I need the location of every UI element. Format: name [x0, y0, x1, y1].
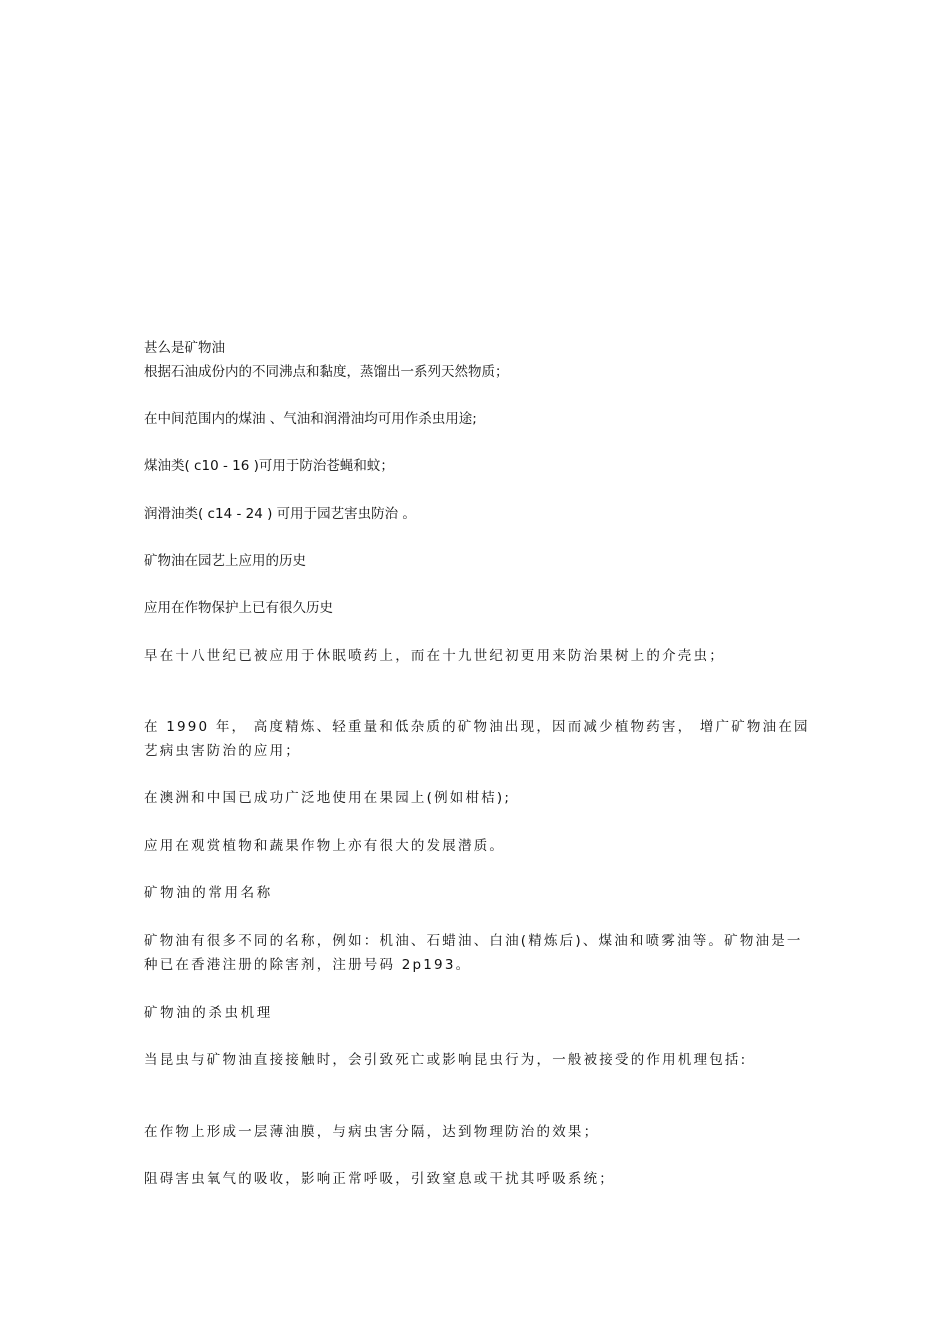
paragraph-long-history: 应用在作物保护上已有很久历史: [144, 600, 333, 616]
paragraph-18th-century: 早在十八世纪已被应用于休眠喷药上，而在十九世纪初更用来防治果树上的介壳虫；: [144, 648, 725, 664]
heading-common-names: 矿物油的常用名称: [144, 885, 273, 901]
heading-mechanism: 矿物油的杀虫机理: [144, 1005, 273, 1021]
paragraph-lubricating-oil: 润滑油类( c14 - 24 ) 可用于园艺害虫防治 。: [144, 506, 416, 522]
paragraph-definition: 根据石油成份内的不同沸点和黏度，蒸馏出一系列天然物质；: [144, 364, 509, 380]
paragraph-potential: 应用在观赏植物和蔬果作物上亦有很大的发展潜质。: [144, 838, 506, 854]
paragraph-australia-china: 在澳洲和中国已成功广泛地使用在果园上(例如柑桔);: [144, 790, 512, 806]
paragraph-1990: 在 1990 年， 高度精炼、轻重量和低杂质的矿物油出现，因而减少植物药害， 增广矿物油在园艺病虫害防治的应用；: [144, 719, 810, 759]
paragraph-oil-film: 在作物上形成一层薄油膜，与病虫害分隔，达到物理防治的效果；: [144, 1124, 600, 1140]
paragraph-mechanism-intro: 当昆虫与矿物油直接接触时，会引致死亡或影响昆虫行为，一般被接受的作用机理包括:: [144, 1052, 748, 1068]
paragraph-kerosene: 煤油类( c10 - 16 )可用于防治苍蝇和蚊；: [144, 458, 394, 474]
paragraph-names: 矿物油有很多不同的名称，例如：机油、石蜡油、白油(精炼后)、煤油和喷雾油等。矿物油是一种已在香港注册的除害剂，注册号码 2p193。: [144, 933, 803, 973]
heading-history: 矿物油在园艺上应用的历史: [144, 553, 306, 569]
paragraph-oxygen: 阻碍害虫氧气的吸收，影响正常呼吸，引致窒息或干扰其呼吸系统；: [144, 1171, 615, 1187]
heading-what-is-mineral-oil: 甚么是矿物油: [144, 340, 225, 356]
paragraph-mid-range-uses: 在中间范围内的煤油 、气油和润滑油均可用作杀虫用途;: [144, 411, 477, 427]
